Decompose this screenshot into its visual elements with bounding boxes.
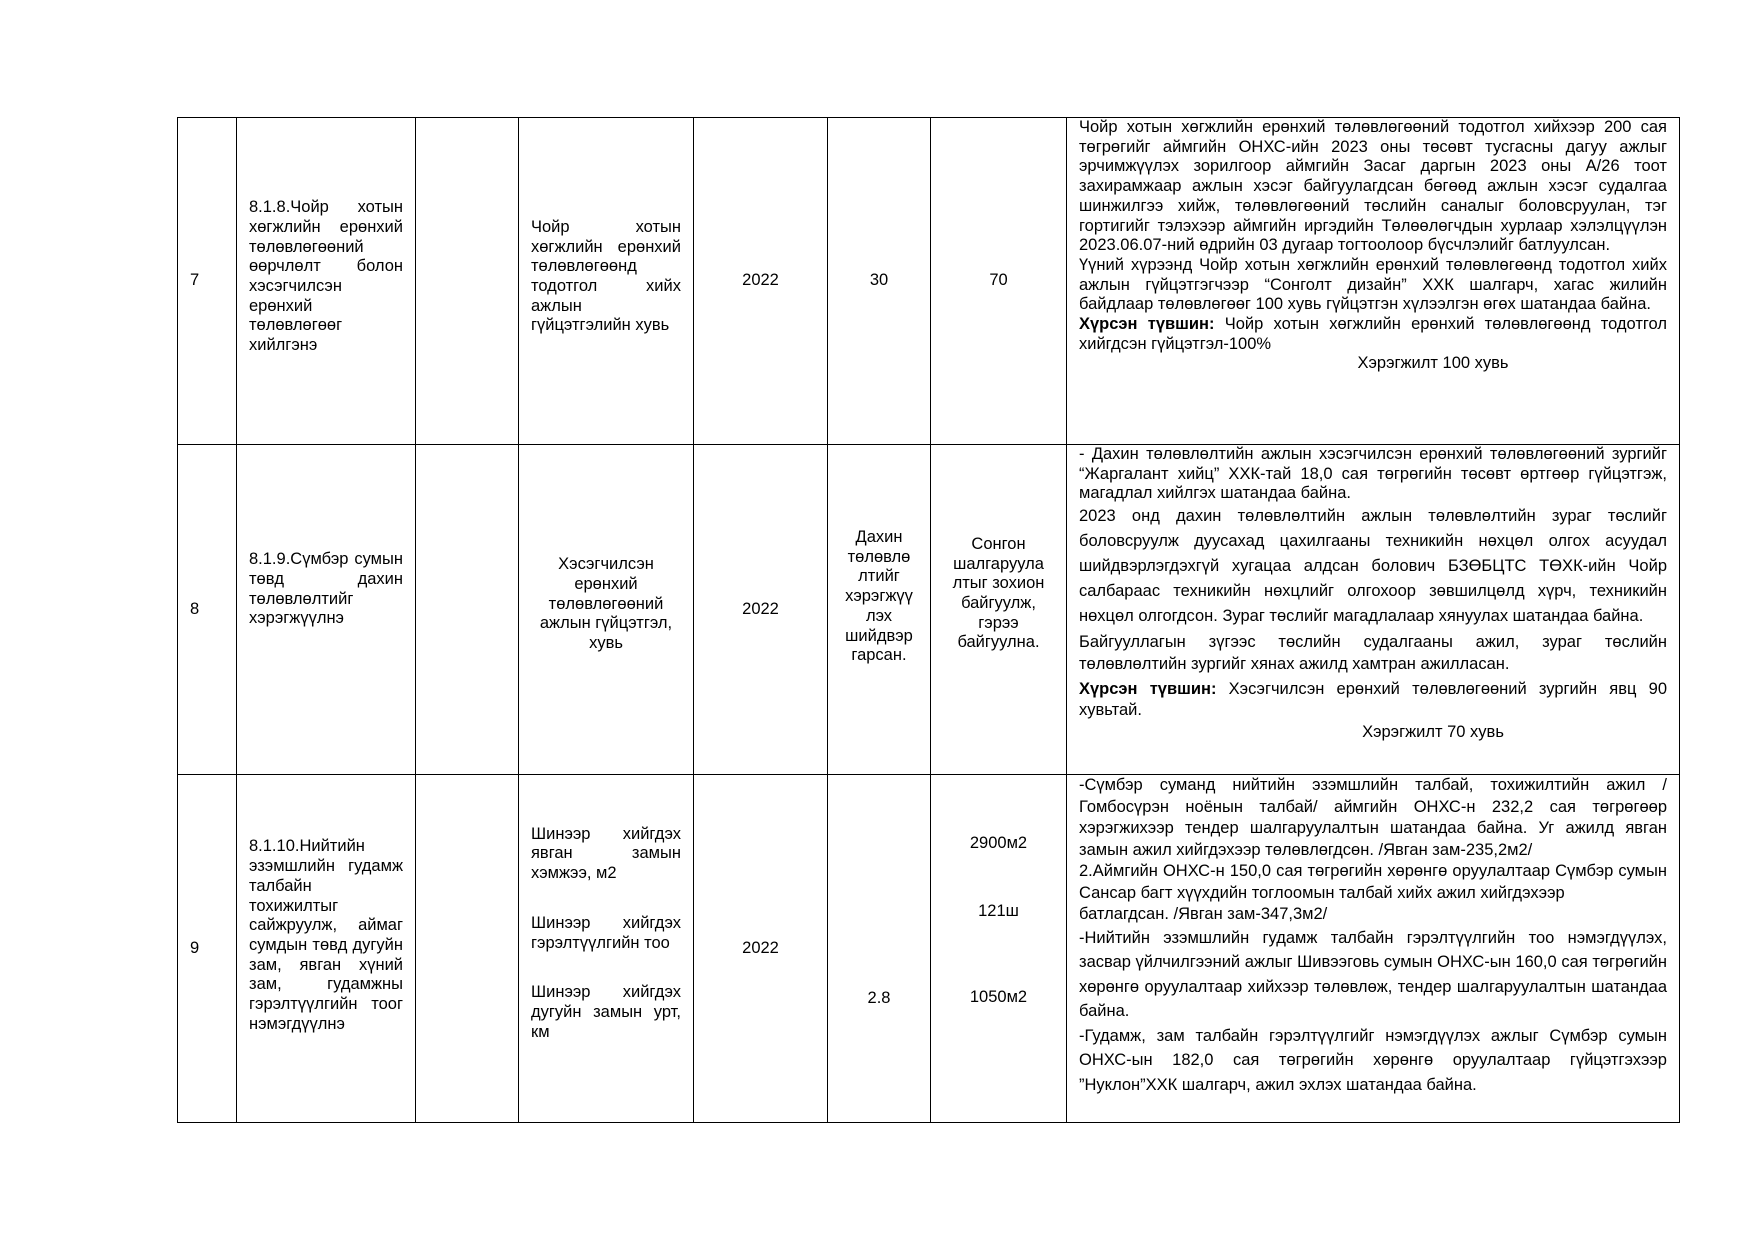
achieved-level-text: Хэсэгчилсэн ерөнхий төлөвлөгөөний зургийн явц 90 хувьтай.: [1079, 680, 1667, 720]
achieved-level-text: Чойр хотын хөгжлийн ерөнхий төлөвлөгөөнд тодотгол хийгдсэн гүйцэтгэл-100%: [1079, 315, 1667, 353]
description-paragraph: 2.Аймгийн ОНХС-н 150,0 сая төгрөгийн хөрөнгө оруулалтаар Сүмбэр сумын Сансар багт хүүхдийн тоглоомын талбай хийх ажил хийгдэхээр: [1079, 862, 1667, 902]
row-number: 7: [178, 118, 237, 445]
year-cell: 2022: [694, 118, 828, 445]
description-paragraph: Үүний хүрээнд Чойр хотын хөгжлийн ерөнхий төлөвлөгөөнд тодотгол хийх ажлын гүйцэтгэгчээр “Сонголт дизайн” ХХК шалгарч, хагас жилийн байдлаар төлөвлөгөөг 100 хувь гүйцэтгэн хүлээлгэн өгөх шатандаа байна.: [1079, 255, 1667, 314]
target-cell: 70: [931, 118, 1067, 445]
description-paragraph: Байгууллагын зүгээс төслийн судалгааны ажил, зураг төслийн төлөвлөлтийн зургийг хянах ажилд хамтран ажилласан.: [1079, 633, 1667, 674]
achieved-level: [1079, 315, 1667, 354]
empty-cell: [416, 118, 519, 445]
description-paragraph: - Дахин төлөвлөлтийн ажлын хэсэгчилсэн ерөнхий төлөвлөгөөний зургийг “Жаргалант хийц” ХХК-тай 18,0 сая төгрөгийн төсөвт өртгөөр гүйцэтгэж, магадлал хийлгэх шатандаа байна.: [1079, 445, 1667, 503]
achieved-level-label: Хүрсэн түвшин:: [1079, 315, 1215, 334]
progress-description: [1067, 445, 1680, 775]
year-cell: 2022: [694, 445, 828, 775]
description-paragraph: -Нийтийн эзэмшлийн гудамж талбайн гэрэлтүүлгийн тоо нэмэгдүүлэх, засвар үйлчилгээний ажлыг Шивээговь сумын ОНХС-ын 160,0 сая төгрөгийн хөрөнгө оруулалтаар хийхээр төлөвлөж, тендер шалгаруулалтын шатандаа байна.: [1079, 928, 1667, 1020]
baseline-cell: 30: [828, 118, 931, 445]
table-row: [178, 775, 1680, 1123]
indicator-text: Шинээр хийгдэх гэрэлтүүлгийн тоо: [531, 913, 681, 952]
description-paragraph: батлагдсан. /Явган зам-347,3м2/: [1079, 905, 1328, 923]
target-value: 2900м2: [969, 833, 1028, 852]
achieved-level: [1079, 679, 1667, 721]
indicator-text: Хэсэгчилсэн ерөнхий төлөвлөгөөний ажлын гүйцэтгэл, хувь: [539, 555, 673, 653]
target-value: 121ш: [978, 901, 1019, 920]
target-cell: [931, 445, 1067, 775]
indicator-text: Шинээр хийгдэх дугуйн замын урт, км: [531, 983, 681, 1041]
baseline-text: 2.8: [867, 988, 891, 1007]
goal-cell: [237, 445, 416, 775]
progress-description: [1067, 775, 1680, 1123]
target-text: Сонгон шалгаруула лтыг зохион байгуулж, гэрээ байгуулна.: [952, 534, 1045, 652]
row-number: 8: [178, 445, 237, 775]
target-value: 1050м2: [969, 987, 1028, 1006]
table-row: [178, 445, 1680, 775]
implementation-rating: Хэрэгжилт 70 хувь: [1362, 723, 1504, 742]
year-cell: 2022: [694, 775, 828, 1123]
goal-text: 8.1.9.Сүмбэр сумын төвд дахин төлөвлөлтийг хэрэгжүүлнэ: [249, 550, 403, 628]
goal-cell: [237, 775, 416, 1123]
achieved-level-label: Хүрсэн түвшин:: [1079, 680, 1217, 699]
target-cell: [931, 775, 1067, 1123]
description-paragraph: 2023 онд дахин төлөвлөлтийн ажлын төлөвлөлтийн зураг төслийг боловсруулж дуусахад цахилгааны техникийн нөхцөл олгох асуудал шийдвэрлэгдэхгүй хугацаа алдсан болович БЗӨБЦТС ТӨХК-ийн Чойр салбараас техникийн нөхцлийг олгохоор зөвшилцөлд хүрч, техникийн нөхцөл олгогдсон. Зураг төслийг магадлалаар хянуулах шатандаа байна.: [1079, 507, 1667, 626]
description-paragraph: -Гудамж, зам талбайн гэрэлтүүлгийг нэмэгдүүлэх ажлыг Сүмбэр сумын ОНХС-ын 182,0 сая төгрөгийн хөрөнгө оруулалтаар гүйцэтгэхээр ”Нуклон”ХХК шалгарч, ажил эхлэх шатандаа байна.: [1079, 1026, 1667, 1094]
description-paragraph: Чойр хотын хөгжлийн ерөнхий төлөвлөгөөний тодотгол хийхээр 200 сая төгрөгийг аймгийн ОНХС-ийн 2023 оны төсөвт тусгасны дагуу ажлыг эрчимжүүлэх зорилгоор аймгийн Засаг даргын 2023 оны А/26 тоот захирамжаар ажлын хэсэг байгуулагдсан бөгөөд ажлын хэсэг судалгаа шинжилгээ хийж, төлөвлөгөөний төслийн саналыг боловсруулан, тэг гортигийг тэлэхээр аймгийн иргэдийн Төлөөлөгчдын хурлаар хэлэлцүүлэн 2023.06.07-ний өдрийн 03 дугаар тогтоолоор бүсчлэлийг батлуулсан.: [1079, 118, 1667, 255]
goal-text: 8.1.10.Нийтийн эзэмшлийн гудамж талбайн тохижилтыг сайжруулж, аймаг сумдын төвд дугуйн зам, явган хүний зам, гудамжны гэрэлтүүлгийн тоог нэмэгдүүлнэ: [249, 837, 403, 1033]
implementation-rating: Хэрэгжилт 100 хувь: [1357, 354, 1509, 373]
table-row: [178, 118, 1680, 445]
row-number: 9: [178, 775, 237, 1123]
baseline-cell: [828, 775, 931, 1123]
empty-cell: [416, 775, 519, 1123]
baseline-cell: [828, 445, 931, 775]
indicator-cell: [519, 775, 694, 1123]
baseline-text: Дахин төлөвлө лтийг хэрэгжүү лэх шийдвэр гарсан.: [845, 528, 913, 665]
indicator-text: Шинээр хийгдэх явган замын хэмжээ, м2: [531, 824, 681, 883]
empty-cell: [416, 445, 519, 775]
goal-cell: [237, 118, 416, 445]
indicator-text: Чойр хотын хөгжлийн ерөнхий төлөвлөгөөнд тодотгол хийх ажлын гүйцэтгэлийн хувь: [531, 217, 681, 335]
goal-text: 8.1.8.Чойр хотын хөгжлийн ерөнхий төлөвлөгөөний өөрчлөлт болон хэсэгчилсэн ерөнхий төлөвлөгөөг хийлгэнэ: [249, 198, 403, 355]
progress-description: [1067, 118, 1680, 445]
plan-table: [177, 117, 1680, 1123]
indicator-cell: [519, 445, 694, 775]
description-paragraph: -Сүмбэр суманд нийтийн эзэмшлийн талбай, тохижилтийн ажил /Гомбосүрэн ноёнын талбай/ аймгийн ОНХС-н 232,2 сая төгрөгөөр хэрэгжихээр тендер шалгаруулалтын шатандаа байна. Уг ажилд явган замын ажил хийгдэхээр төлөвлөгдсөн. /Явган зам-235,2м2/: [1079, 776, 1667, 859]
indicator-cell: [519, 118, 694, 445]
